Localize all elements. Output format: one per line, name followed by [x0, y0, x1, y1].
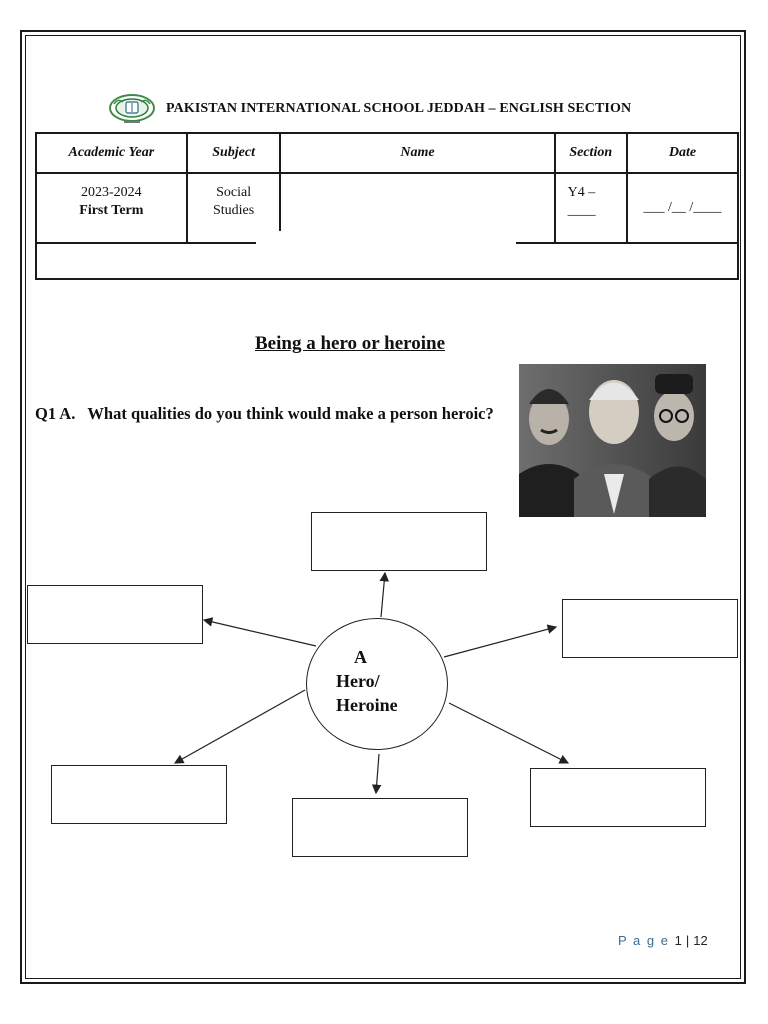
subject-line-1: Social	[216, 185, 252, 200]
page-label: P a g e	[618, 933, 670, 948]
school-name: PAKISTAN INTERNATIONAL SCHOOL JEDDAH – ENGLISH SECTION	[166, 101, 632, 116]
worksheet-title: Being a hero or heroine	[255, 333, 445, 354]
page-total: 12	[693, 933, 708, 948]
header-academic-year: Academic Year	[36, 133, 187, 173]
subject-line-2: Studies	[212, 203, 255, 218]
school-crest-icon	[106, 92, 158, 126]
question-number: Q1 A.	[35, 404, 76, 423]
center-line-2: Hero/	[336, 671, 380, 691]
answer-box-bottom-left[interactable]	[51, 765, 227, 824]
date-field[interactable]: ___ /__ /____	[627, 173, 738, 243]
answer-box-bottom-right[interactable]	[530, 768, 706, 827]
redaction-mark	[256, 231, 516, 271]
academic-year-value: 2023-2024	[81, 185, 142, 200]
page-separator: |	[685, 933, 690, 948]
national-heroes-photo	[519, 364, 706, 517]
academic-year-cell	[36, 173, 187, 243]
page-footer	[618, 933, 708, 948]
question-1a	[35, 402, 505, 425]
center-line-3: Heroine	[336, 695, 398, 715]
hero-center-label	[336, 645, 398, 717]
header-date: Date	[627, 133, 738, 173]
answer-box-left[interactable]	[27, 585, 203, 644]
page-current: 1	[674, 933, 682, 948]
term-value: First Term	[79, 203, 144, 218]
section-field[interactable]	[555, 173, 627, 243]
header-name: Name	[280, 133, 554, 173]
section-line-1: Y4 –	[567, 185, 596, 200]
center-line-1: A	[354, 647, 367, 667]
school-header	[106, 92, 706, 126]
question-text: What qualities do you think would make a person heroic?	[87, 404, 494, 423]
section-line-2: ____	[567, 203, 596, 218]
header-subject: Subject	[187, 133, 281, 173]
answer-box-bottom[interactable]	[292, 798, 468, 857]
header-section: Section	[555, 133, 627, 173]
answer-box-top[interactable]	[311, 512, 487, 571]
answer-box-right[interactable]	[562, 599, 738, 658]
